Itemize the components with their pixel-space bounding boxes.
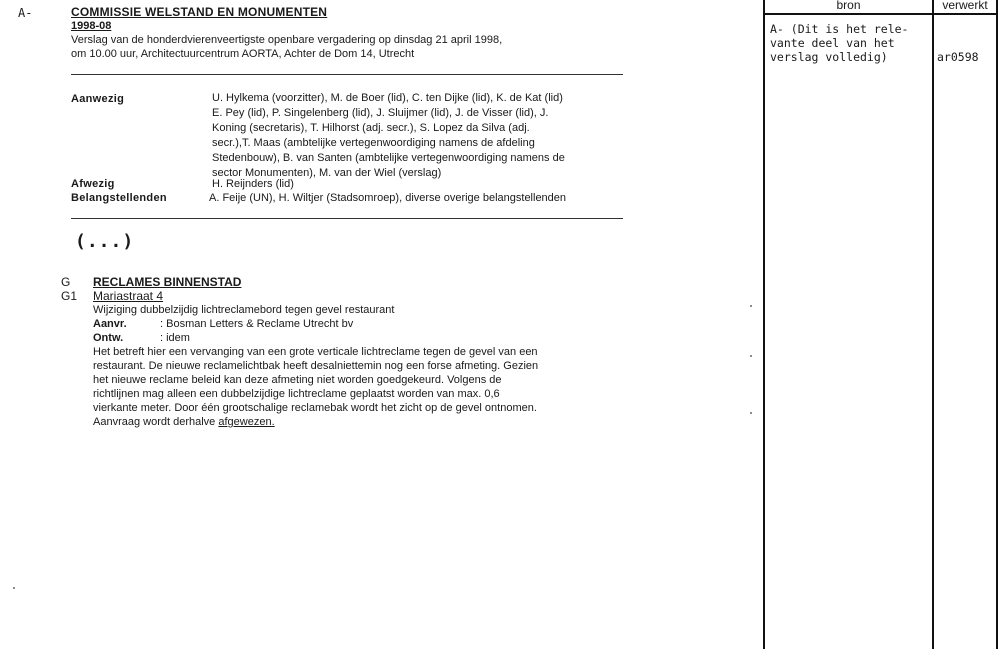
meeting-line-1: Verslag van de honderdvierenveertigste openbare vergadering op dinsdag 21 april 1998, <box>71 34 503 46</box>
body-line: het nieuwe reclame beleid kan deze afmeting niet worden goedgekeurd. Volgens de <box>93 374 502 386</box>
separator-top <box>71 74 623 75</box>
omission-mark: (...) <box>75 231 135 252</box>
ledger-col-processed-header: verwerkt <box>942 0 988 12</box>
separator-bottom <box>71 218 623 219</box>
present-list <box>212 91 565 181</box>
absent-label: Afwezig <box>71 178 115 190</box>
design-value: : idem <box>160 332 190 344</box>
absent-value: H. Reijnders (lid) <box>212 178 294 190</box>
scan-speck <box>750 355 752 357</box>
item-body <box>93 345 538 429</box>
ledger-header-rule <box>763 13 998 15</box>
item-code: G1 <box>61 289 78 303</box>
present-line: U. Hylkema (voorzitter), M. de Boer (lid), C. ten Dijke (lid), K. de Kat (lid) <box>212 92 563 104</box>
stakeholders-label: Belangstellenden <box>71 192 167 204</box>
present-line: Stedenbouw), B. van Santen (ambtelijke vertegenwoordiging namens de <box>212 152 565 164</box>
decision-prefix: Aanvraag wordt derhalve <box>93 416 219 428</box>
document-title: COMMISSIE WELSTAND EN MONUMENTEN <box>71 5 328 19</box>
present-label: Aanwezig <box>71 93 125 105</box>
stakeholders-value: A. Feije (UN), H. Wiltjer (Stadsomroep), diverse overige belangstellenden <box>209 192 567 204</box>
body-line: restaurant. De nieuwe reclamelichtbak heeft desalniettemin nog een forse afmeting. Gezien <box>93 360 539 372</box>
present-line: secr.),T. Maas (ambtelijke vertegenwoordiging namens de afdeling <box>212 137 535 149</box>
body-line: vierkante meter. Door één grootschalige reclamebak wordt het zicht op de gevel ontnomen. <box>93 402 537 414</box>
section-code: G <box>61 275 71 289</box>
design-label: Ontw. <box>93 332 124 344</box>
applicant-label: Aanvr. <box>93 318 127 330</box>
ledger-line-left <box>763 0 765 649</box>
present-line: Koning (secretaris), T. Hilhorst (adj. secr.), S. Lopez da Silva (adj. <box>212 122 530 134</box>
ledger-note-line: vante deel van het <box>770 36 895 50</box>
report-number: 1998-08 <box>71 20 112 32</box>
archive-code: ar0598 <box>937 50 979 64</box>
present-line: E. Pey (lid), P. Singelenberg (lid), J. Sluijmer (lid), J. de Visser (lid), J. <box>212 107 549 119</box>
scan-speck <box>750 412 752 414</box>
scan-speck <box>13 587 15 589</box>
decision-verdict: afgewezen. <box>218 416 275 428</box>
item-title: Mariastraat 4 <box>93 289 164 303</box>
ledger-line-mid <box>932 0 934 649</box>
section-title: RECLAMES BINNENSTAD <box>93 275 242 289</box>
present-line: sector Monumenten), M. van der Wiel (verslag) <box>212 167 442 179</box>
margin-code: A- <box>18 6 33 20</box>
body-line: richtlijnen mag alleen een dubbelzijdige lichtreclame geplaatst worden van max. 0,6 <box>93 388 500 400</box>
meeting-line-2: om 10.00 uur, Architectuurcentrum AORTA, Achter de Dom 14, Utrecht <box>71 48 415 60</box>
scan-speck <box>750 305 752 307</box>
ledger-line-right <box>996 0 998 649</box>
applicant-value: : Bosman Letters & Reclame Utrecht bv <box>160 318 354 330</box>
body-line: Het betreft hier een vervanging van een grote verticale lichtreclame tegen de gevel van een <box>93 346 538 358</box>
item-description: Wijziging dubbelzijdig lichtreclamebord tegen gevel restaurant <box>93 304 395 316</box>
ledger-note <box>770 22 908 64</box>
ledger-col-source-header: bron <box>836 0 861 12</box>
body-line-final <box>93 415 538 429</box>
ledger-note-line: verslag volledig) <box>770 50 888 64</box>
ledger-note-line: A- (Dit is het rele- <box>770 22 909 36</box>
